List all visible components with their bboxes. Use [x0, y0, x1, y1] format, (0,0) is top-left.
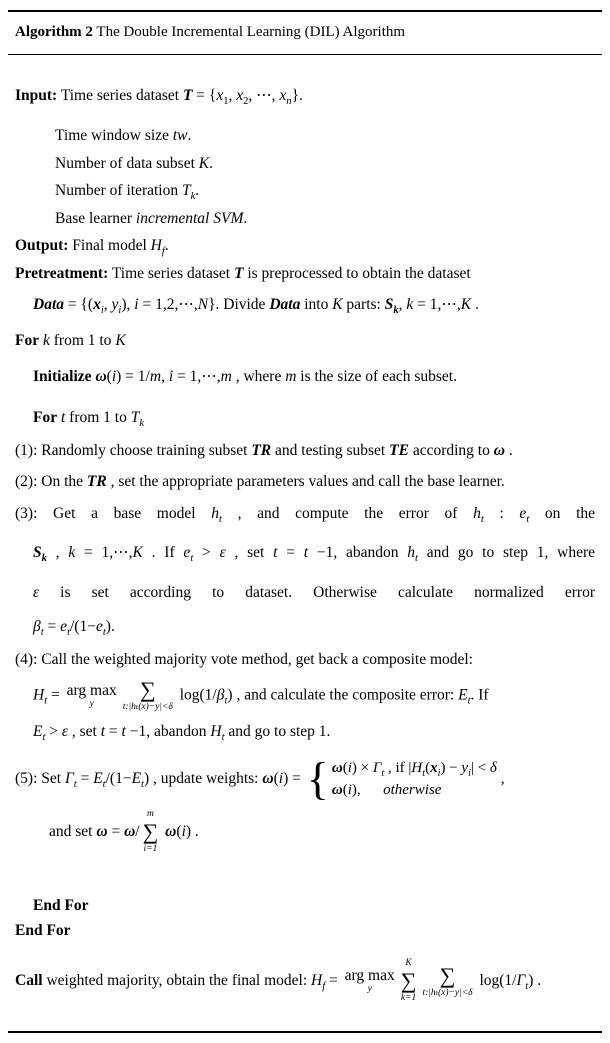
- algo-line-initialize: Initialize ω(i) = 1/m, i = 1,⋯,m , where m is the size of each subset.: [33, 368, 457, 386]
- algo-line-output: Output: Final model $H_f$.: [15, 237, 169, 258]
- algo-line-end-for-outer: End For: [15, 922, 71, 940]
- math-operator-sum: m ∑ i=1: [142, 808, 159, 855]
- algo-line-call-final: Call weighted majority, obtain the final model: $H_f$ = arg max y K ∑ k=1 ∑ t:|hₜ(x)−y|<δ $\log(1/\Gamma_t)$ .: [15, 957, 542, 1004]
- algo-line-input: Input: Time series dataset $T = \{x_1$, $x_2$, ⋯, $x_n$}.: [15, 87, 303, 108]
- math-operator-sum: ∑ t:|hₜ(x)−y|<δ: [122, 677, 173, 713]
- math-operator-sum: ∑ t:|hₜ(x)−y|<δ: [422, 962, 473, 998]
- algorithm-box: [8, 10, 602, 1033]
- math-operator-sum: K ∑ k=1: [400, 957, 417, 1004]
- algo-line-step5-line1: (5): Set $\Gamma_t = E_t/(1-E_t)$ , update weights: ω(i) = { $\omega(i) \times \Gamma_t$ , if $|H_t(x_i) - y_i| < \delta$ ω(i), otherwise ,: [15, 753, 505, 805]
- algo-line-step3-line2: $S_k$ , k = 1,⋯,K . If $e_t > \varepsilon$ , set t = t −1, abandon $h_t$ and go to step 1, where: [33, 543, 596, 564]
- algo-line-step3-line1: (3): Get a base model $h_t$ , and compute the error of $h_t$ : $e_t$ on the: [15, 505, 596, 526]
- algo-line-step5-line2: and set ω = ω/ m ∑ i=1 ω(i) .: [49, 808, 199, 855]
- algorithm-title: The Double Incremental Learning (DIL) Algorithm: [92, 24, 406, 40]
- algo-line-data-subset: Number of data subset K.: [55, 154, 213, 172]
- algo-line-iteration: Number of iteration $T_k$.: [55, 182, 200, 203]
- algo-line-end-for-inner: End For: [33, 896, 89, 914]
- algo-line-step3-line3: ε is set according to dataset. Otherwise calculate normalized error: [33, 584, 595, 602]
- algo-line-for-k: For k from 1 to K: [15, 331, 126, 349]
- algo-line-step4-line1: (4): Call the weighted majority vote method, get back a composite model:: [15, 650, 473, 668]
- algo-line-data-definition: Data = {($x_i$, $y_i$), i = 1,2,⋯,N}. Divide Data into K parts: $S_k$, k = 1,⋯,K .: [33, 296, 479, 317]
- case-row: ω(i), otherwise: [331, 782, 442, 799]
- algo-line-time-window: Time window size tw.: [55, 127, 192, 145]
- algorithm-lines: [8, 55, 602, 1031]
- left-brace: {: [306, 753, 329, 805]
- algo-line-base-learner: Base learner incremental SVM.: [55, 209, 248, 227]
- algo-line-step4-line3: $E_t > \varepsilon$ , set t = t −1, abandon $H_t$ and go to step 1.: [33, 722, 331, 744]
- algo-line-step2: (2): On the TR , set the appropriate parameters values and call the base learner.: [15, 472, 505, 490]
- algo-line-step4-line2: $H_t$ = arg max y ∑ t:|hₜ(x)−y|<δ $\log(1/\beta_t)$ , and calculate the composite error: $E_t$. If: [33, 677, 489, 713]
- algorithm-header: [8, 12, 602, 55]
- math-operator-argmax: arg max y: [66, 681, 117, 710]
- math-operator-argmax: arg max y: [344, 966, 395, 995]
- algo-line-step1: (1): Randomly choose training subset TR and testing subset TE according to ω .: [15, 442, 513, 460]
- piecewise-cases: [306, 753, 497, 805]
- algo-line-for-t: For t from 1 to $T_k$: [33, 408, 145, 429]
- algorithm-label: Algorithm 2: [15, 24, 93, 40]
- algo-line-step3-line4: $\beta_t = e_t/(1-e_t)$.: [33, 617, 115, 638]
- algo-line-pretreatment: Pretreatment: Time series dataset T is preprocessed to obtain the dataset: [15, 264, 471, 282]
- case-row: $\omega(i) \times \Gamma_t$ , if $|H_t(x_i) - y_i| < \delta$: [331, 760, 497, 780]
